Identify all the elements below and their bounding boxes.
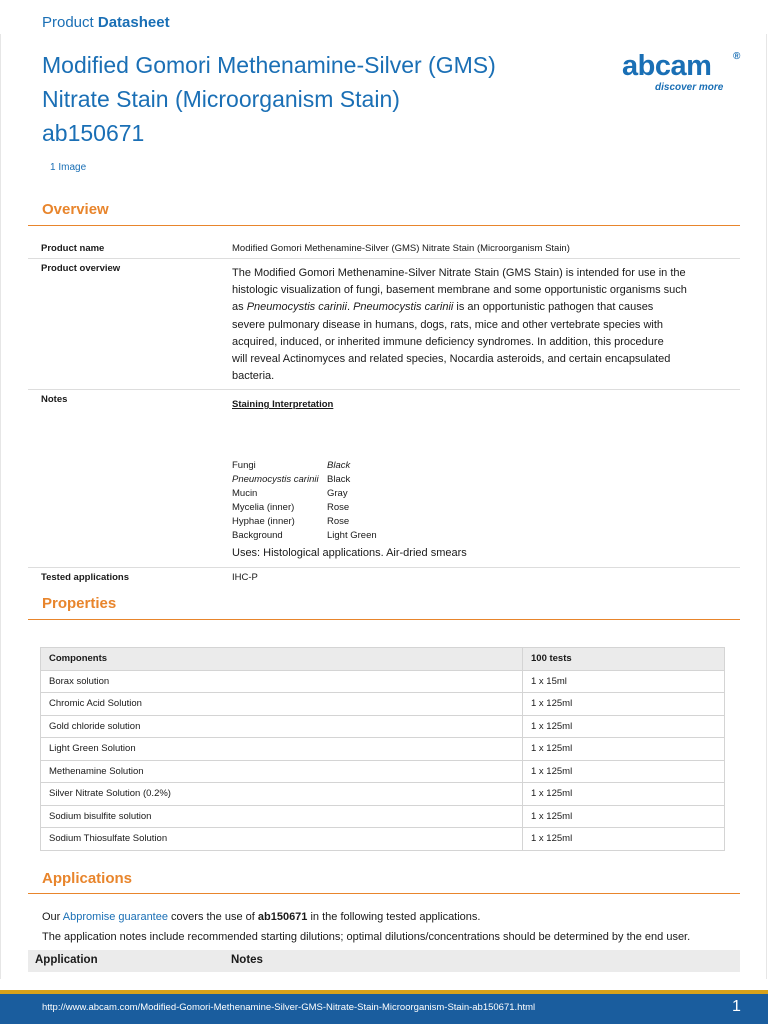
staining-interpretation-heading: Staining Interpretation (232, 399, 334, 410)
abcam-logo[interactable] (622, 50, 747, 95)
stain-row: Mycelia (inner) Rose (232, 502, 350, 513)
logo-registered-mark: ® (733, 51, 741, 62)
uses-text: Uses: Histological applications. Air-dried smears (232, 547, 467, 559)
tested-applications-label: Tested applications (41, 572, 129, 583)
overview-line: will reveal Actinomyces and related species, Nocardia asteroids, and certain encapsulated (232, 353, 671, 366)
table-row: Borax solution 1 x 15ml (41, 670, 725, 693)
stain-row: Pneumocystis carinii Black (232, 474, 351, 485)
product-name-value: Modified Gomori Methenamine-Silver (GMS) Nitrate Stain (Microorganism Stain) (232, 243, 570, 254)
title-line-3: ab150671 (42, 120, 145, 146)
staining-interpretation-table (232, 459, 377, 543)
overview-heading: Overview (42, 201, 109, 218)
overview-line: The Modified Gomori Methenamine-Silver Nitrate Stain (GMS Stain) is intended for use in the (232, 267, 686, 279)
table-row: Gold chloride solution 1 x 125ml (41, 715, 725, 738)
overview-line: as Pneumocystis carinii. Pneumocystis carinii is an opportunistic pathogen that causes (232, 301, 654, 314)
footer-url-link[interactable]: http://www.abcam.com/Modified-Gomori-Methenamine-Silver-GMS-Nitrate-Stain-Microorganism-Stain-ab150671.html (42, 1002, 536, 1013)
stain-row: Mucin Gray (232, 488, 348, 499)
logo-wordmark: abcam (622, 50, 712, 82)
applications-heading: Applications (42, 870, 133, 887)
product-name-label: Product name (41, 243, 105, 254)
table-row: Sodium Thiosulfate Solution 1 x 125ml (41, 828, 725, 851)
row-separator (28, 567, 740, 568)
row-separator (28, 258, 740, 259)
properties-heading: Properties (42, 595, 117, 612)
page-left-border (0, 34, 1, 979)
table-row: Methenamine Solution 1 x 125ml (41, 760, 725, 783)
properties-rule (28, 619, 740, 620)
table-row: Silver Nitrate Solution (0.2%) 1 x 125ml (41, 783, 725, 806)
notes-column-header: Notes (231, 954, 263, 966)
stain-row: Fungi Black (232, 460, 351, 471)
table-row: Chromic Acid Solution 1 x 125ml (41, 693, 725, 716)
applications-table-header (28, 950, 740, 972)
footer-bar (0, 994, 768, 1024)
application-column-header: Application (35, 954, 98, 966)
overview-rule (28, 225, 740, 226)
page-title (42, 48, 496, 150)
overview-line: bacteria. (232, 370, 275, 383)
overview-line: severe pulmonary disease in humans, dogs, rats, mice and other vertebrate species with (232, 318, 664, 331)
tests-column-header: 100 tests (523, 648, 725, 671)
notes-label: Notes (41, 394, 68, 405)
stain-row: Background Light Green (232, 530, 377, 541)
abpromise-guarantee-link[interactable]: Abpromise guarantee (62, 911, 168, 923)
row-separator (28, 389, 740, 390)
label-bold: Datasheet (97, 14, 170, 31)
abpromise-text: Our Abpromise guarantee covers the use of ab150671 in the following tested applications. (42, 911, 481, 923)
product-overview-label: Product overview (41, 263, 121, 274)
tested-applications-value: IHC-P (232, 572, 258, 583)
logo-tagline: discover more (655, 82, 724, 93)
overview-line: acquired, induced, or inherited immune deficiency syndromes. In addition, this procedure (232, 335, 664, 348)
page-number: 1 (732, 998, 741, 1015)
applications-rule (28, 893, 740, 894)
table-header-row (41, 648, 725, 671)
stain-row: Hyphae (inner) Rose (232, 516, 350, 527)
components-column-header: Components (41, 648, 523, 671)
title-line-1: Modified Gomori Methenamine-Silver (GMS) (42, 52, 496, 78)
table-row: Light Green Solution 1 x 125ml (41, 738, 725, 761)
title-line-2: Nitrate Stain (Microorganism Stain) (42, 86, 400, 112)
page-right-border (766, 34, 767, 979)
application-notes-text: The application notes include recommended starting dilutions; optimal dilutions/concentrations should be determined by the end user. (42, 931, 691, 943)
images-link[interactable]: 1 Image (50, 162, 87, 173)
product-datasheet-label (42, 14, 170, 31)
components-table (40, 647, 725, 851)
product-overview-text (232, 265, 712, 385)
table-row: Sodium bisulfite solution 1 x 125ml (41, 805, 725, 828)
label-plain: Product (42, 14, 94, 31)
overview-line: histologic visualization of fungi, basement membrane and some opportunistic organisms such (232, 284, 687, 297)
